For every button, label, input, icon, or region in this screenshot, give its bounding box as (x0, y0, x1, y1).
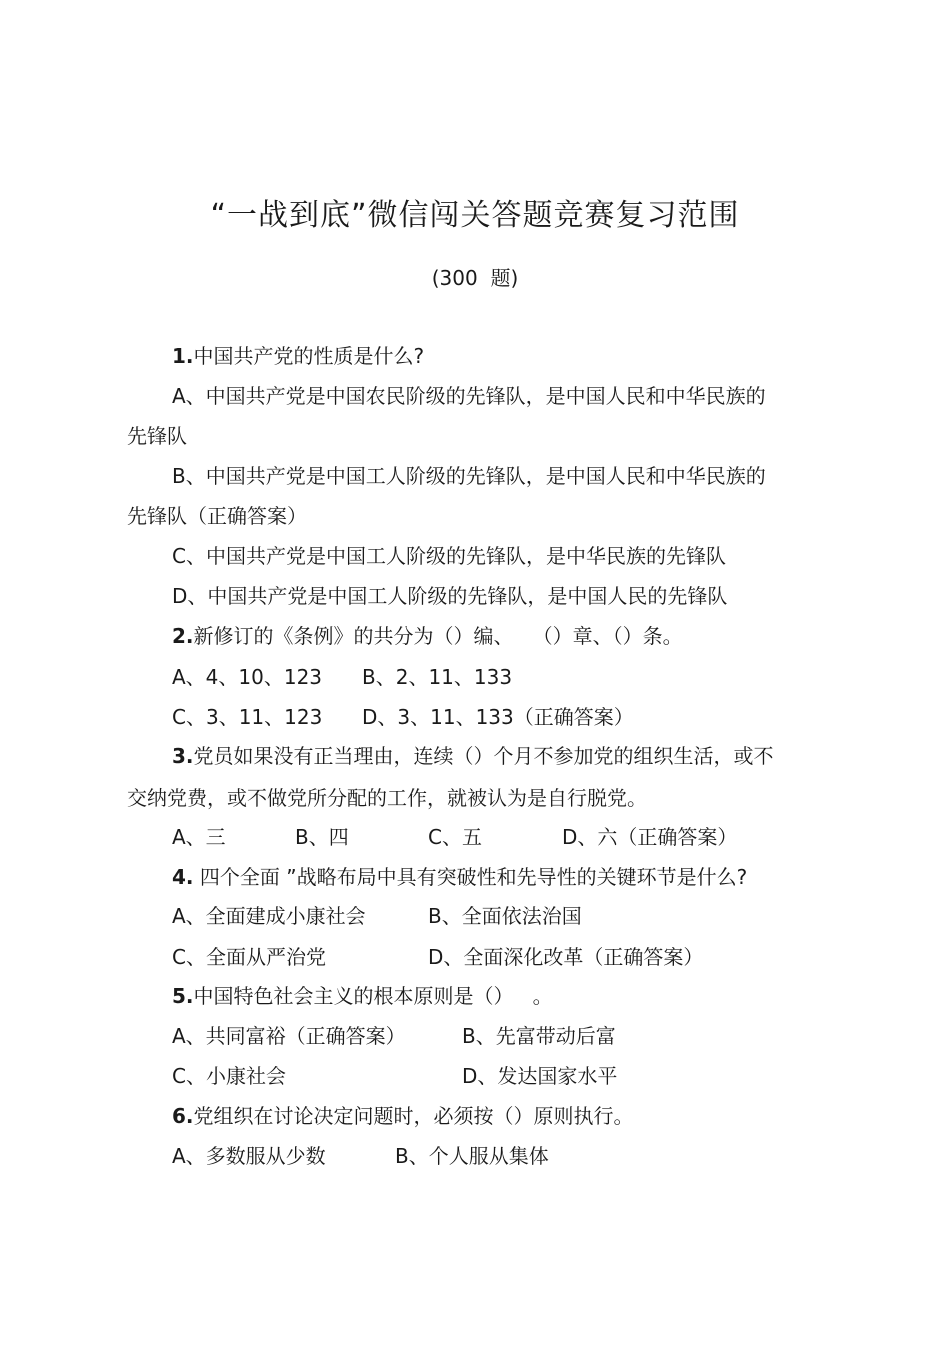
option-b: B、2、11、133 (362, 665, 513, 689)
option-d: D、全面深化改革（正确答案） (428, 945, 704, 969)
option-b: B、全面依法治国 (428, 904, 582, 928)
option-b: B、先富带动后富 (462, 1024, 616, 1048)
option-a: A、共同富裕（正确答案） (172, 1024, 406, 1048)
question-3-continued: 交纳党费，或不做党所分配的工作，就被认为是自行脱党。 (127, 786, 647, 810)
question-1 (172, 343, 424, 369)
option-c: C、3、11、123 (172, 705, 323, 729)
question-6 (172, 1103, 634, 1129)
option-a: A、三 (172, 825, 226, 849)
question-text: 新修订的《条例》的共分为（）编、 （）章、（）条。 (193, 624, 683, 648)
question-number: 5. (172, 984, 194, 1008)
question-number: 2. (172, 624, 194, 648)
option-a: A、多数服从少数 (172, 1144, 326, 1168)
option-a: A、4、10、123 (172, 665, 323, 689)
option-d: D、3、11、133（正确答案） (362, 705, 634, 729)
option-d: D、发达国家水平 (462, 1064, 618, 1088)
option-b-line-1: B、中国共产党是中国工人阶级的先锋队，是中国人民和中华民族的 (172, 464, 766, 488)
question-number: 1. (172, 344, 194, 368)
question-text: 党员如果没有正当理由，连续（）个月不参加党的组织生活，或不 (193, 744, 774, 768)
question-4 (172, 864, 747, 890)
option-c: C、全面从严治党 (172, 945, 326, 969)
question-text: 中国特色社会主义的根本原则是（） 。 (193, 984, 553, 1008)
option-d: D、中国共产党是中国工人阶级的先锋队，是中国人民的先锋队 (172, 584, 728, 608)
option-a-line-2: 先锋队 (127, 424, 187, 448)
question-text: 四个全面 ”战略布局中具有突破性和先导性的关键环节是什么? (193, 865, 748, 889)
option-b: B、四 (295, 825, 349, 849)
option-c: C、小康社会 (172, 1064, 286, 1088)
question-text: 中国共产党的性质是什么? (193, 344, 425, 368)
option-c: C、五 (428, 825, 482, 849)
page-subtitle: (300 题) (431, 266, 519, 290)
option-a-line-1: A、中国共产党是中国农民阶级的先锋队，是中国人民和中华民族的 (172, 384, 766, 408)
question-2 (172, 623, 683, 649)
page-title: “一战到底”微信闯关答题竞赛复习范围 (210, 198, 740, 233)
question-3 (172, 743, 774, 769)
question-number: 4. (172, 865, 194, 889)
option-d: D、六（正确答案） (562, 825, 738, 849)
option-b-line-2: 先锋队（正确答案） (127, 504, 307, 528)
option-c: C、中国共产党是中国工人阶级的先锋队，是中华民族的先锋队 (172, 544, 726, 568)
question-5 (172, 983, 553, 1009)
question-text: 党组织在讨论决定问题时，必须按（）原则执行。 (193, 1104, 634, 1128)
option-b: B、个人服从集体 (395, 1144, 549, 1168)
question-number: 3. (172, 744, 194, 768)
question-number: 6. (172, 1104, 194, 1128)
option-a: A、全面建成小康社会 (172, 904, 366, 928)
